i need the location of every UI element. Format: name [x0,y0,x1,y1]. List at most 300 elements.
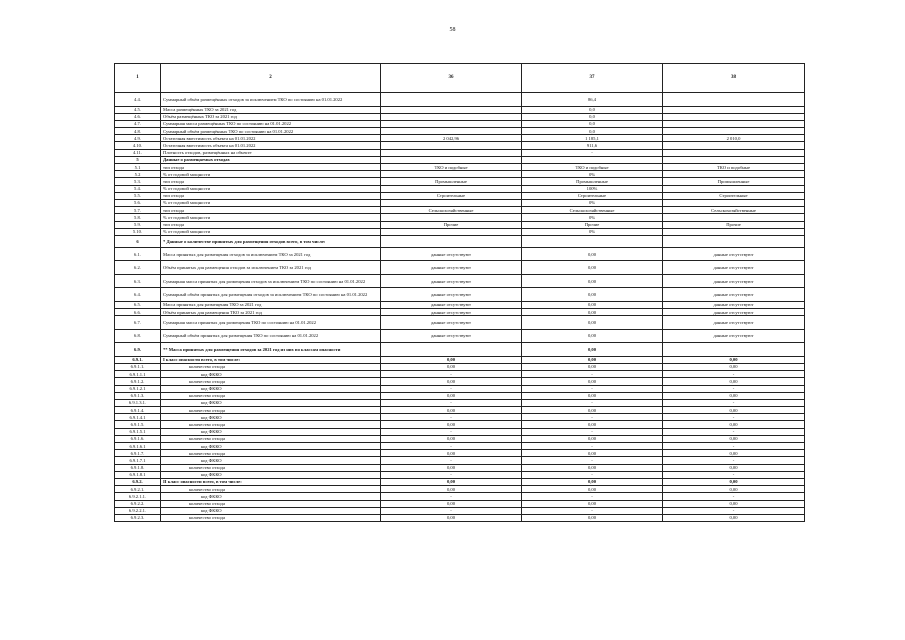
col37-value: 0,0 [522,106,663,113]
col38-value: - [663,493,805,500]
table-row [115,435,805,442]
row-number: 6.9.2.3. [115,514,161,521]
col37-value: 0,0 [522,128,663,135]
row-description: ** Масса принятых для размещения отходов за 2021 год из них по классам опасности [161,343,381,357]
row-number: 4.6. [115,113,161,120]
row-description: % от годовой мощности [161,214,381,221]
col37-value: 0,00 [522,514,663,521]
row-number: 6 [115,235,161,247]
col38-value: - [663,428,805,435]
row-number: 6.9.2.1.1. [115,493,161,500]
col38-value: 0,00 [663,407,805,414]
table-row [115,178,805,185]
table-row [115,309,805,316]
col36-value: данные отсутствуют [381,288,522,302]
table-row [115,371,805,378]
row-number: 6.9.1. [115,356,161,363]
col36-value: - [381,443,522,450]
col38-value: - [663,457,805,464]
col38-value: данные отсутствуют [663,301,805,308]
page-number: 58 [449,27,456,33]
col38-value: 0,00 [663,378,805,385]
col36-value [381,128,522,135]
row-number: 4.11. [115,149,161,156]
table-row [115,471,805,478]
row-description: количество отхода [161,421,381,428]
row-number: 5.10. [115,228,161,235]
row-description: код ФККО [161,371,381,378]
row-description: Масса принятых для размещения ТКО за 2021 год [161,301,381,308]
col36-value: 0,00 [381,500,522,507]
col36-value: - [381,493,522,500]
row-description: код ФККО [161,399,381,406]
table-row [115,421,805,428]
row-number: 4.8. [115,128,161,135]
col37-value: 0,00 [522,363,663,370]
table-row [115,214,805,221]
col36-value: - [381,507,522,514]
col38-value [663,199,805,206]
table-row [115,392,805,399]
col36-value: Сельскохозяйственные [381,207,522,214]
row-number: 6.9.1.7.1 [115,457,161,464]
row-description: тип отхода [161,221,381,228]
col36-value: Промышленные [381,178,522,185]
row-description: Масса размещённых ТКО за 2021 год [161,106,381,113]
row-description: количество отхода [161,450,381,457]
row-description: Суммарный объём принятых для размещения ТКО по состоянию на 01.01.2022 [161,329,381,343]
row-number: 6.6. [115,309,161,316]
col36-value: - [381,371,522,378]
col38-value: Строительные [663,192,805,199]
col38-value: Прочие [663,221,805,228]
row-description: количество отхода [161,464,381,471]
header-cell: 37 [522,64,663,93]
row-description: Суммарный объём размещённых отходов за исключением ТКО по состоянию на 01.01.2022 [161,93,381,107]
row-description: % от годовой мощности [161,171,381,178]
col36-value [381,120,522,127]
col37-value: - [522,414,663,421]
row-number: 4.9. [115,135,161,142]
col37-value: Строительные [522,192,663,199]
row-description: тип отхода [161,192,381,199]
table-row [115,428,805,435]
col38-value [663,171,805,178]
col37-value: - [522,399,663,406]
col37-value: 0% [522,171,663,178]
col37-value: - [522,385,663,392]
row-number: 6.5. [115,301,161,308]
table-row [115,514,805,521]
table-header-row [115,64,805,93]
col37-value: - [522,457,663,464]
row-number: 4.7. [115,120,161,127]
row-number: 6.9.1.6.1 [115,443,161,450]
row-description: II класс опасности всего, в том числе: [161,478,381,485]
col38-value: данные отсутствуют [663,274,805,288]
col36-value: данные отсутствуют [381,329,522,343]
col36-value: 0,00 [381,356,522,363]
col38-value: данные отсутствуют [663,316,805,330]
col37-value: 0,00 [522,464,663,471]
col38-value: 0,00 [663,392,805,399]
table-body [115,64,805,522]
table-row [115,486,805,493]
row-number: 6.9.1.2. [115,378,161,385]
table-row [115,274,805,288]
col36-value: - [381,414,522,421]
table-row [115,199,805,206]
row-number: 6.9.1.1. [115,363,161,370]
table-row [115,500,805,507]
row-description: * Данные о количестве принятых для размещения отходов всего, в том числе: [161,235,381,247]
row-number: 6.9.1.8.1 [115,471,161,478]
col36-value [381,171,522,178]
col36-value: данные отсутствуют [381,316,522,330]
col37-value: Сельскохозяйственные [522,207,663,214]
col36-value: 0,00 [381,421,522,428]
row-number: 6.4. [115,288,161,302]
row-description: Суммарная масса размещённых ТКО по состоянию на 01.01.2022 [161,120,381,127]
table-row [115,464,805,471]
col38-value [663,343,805,357]
col37-value: 0,00 [522,274,663,288]
col36-value [381,113,522,120]
col38-value: - [663,385,805,392]
row-number: 6.9.1.5.1 [115,428,161,435]
col37-value: 911,6 [522,142,663,149]
row-description: Масса принятых для размещения отходов за исключением ТКО за 2021 год [161,247,381,261]
row-description: тип отхода [161,164,381,171]
col36-value [381,199,522,206]
col36-value: данные отсутствуют [381,301,522,308]
col38-value [663,235,805,247]
row-description: Суммарная масса принятых для размещения отходов за исключением ТКО по состоянию на 01.01.2022 [161,274,381,288]
col38-value: 0,00 [663,356,805,363]
col37-value: 0,00 [522,301,663,308]
row-number: 5.4. [115,185,161,192]
col37-value: 0% [522,228,663,235]
table-row [115,407,805,414]
row-number: 6.9. [115,343,161,357]
table-row [115,399,805,406]
col38-value: 0,00 [663,435,805,442]
col36-value: - [381,428,522,435]
row-description: код ФККО [161,471,381,478]
row-description: I класс опасности всего, в том числе: [161,356,381,363]
row-number: 6.9.1.8. [115,464,161,471]
row-number: 5.3. [115,178,161,185]
row-description: Данные о размещаемых отходах [161,156,381,163]
row-number: 5.6. [115,199,161,206]
col36-value [381,228,522,235]
row-description: Объём принятых для размещения отходов за исключением ТКО за 2021 год [161,261,381,275]
col37-value: 0,0 [522,120,663,127]
col37-value: 0,00 [522,392,663,399]
col37-value: 0,00 [522,309,663,316]
col37-value: - [522,428,663,435]
col37-value: ТКО и подобные [522,164,663,171]
col38-value: - [663,414,805,421]
row-description: % от годовой мощности [161,228,381,235]
table-row [115,135,805,142]
col37-value: 0% [522,214,663,221]
row-description: код ФККО [161,428,381,435]
row-number: 6.9.1.7. [115,450,161,457]
row-description: код ФККО [161,443,381,450]
row-description: количество отхода [161,435,381,442]
col37-value: Промышленные [522,178,663,185]
row-number: 5.1 [115,164,161,171]
col37-value: - [522,493,663,500]
col37-value: 0,0 [522,113,663,120]
col38-value [663,93,805,107]
col37-value [522,156,663,163]
row-number: 4.10. [115,142,161,149]
col37-value: 0,00 [522,500,663,507]
col36-value: данные отсутствуют [381,309,522,316]
col38-value: 0,00 [663,514,805,521]
col36-value: - [381,399,522,406]
row-number: 5 [115,156,161,163]
row-description: код ФККО [161,385,381,392]
col37-value: - [522,471,663,478]
row-number: 6.2. [115,261,161,275]
row-description: Остаточная вместимость объекта на 01.01.2022 [161,135,381,142]
col38-value: 0,00 [663,363,805,370]
col37-value: 100% [522,185,663,192]
col37-value: 0,00 [522,486,663,493]
row-description: Объём размещённых ТКО за 2021 год [161,113,381,120]
col38-value: Сельскохозяйственные [663,207,805,214]
table-row [115,301,805,308]
table-row [115,221,805,228]
col38-value: - [663,399,805,406]
header-cell: 38 [663,64,805,93]
col37-value: 0,00 [522,288,663,302]
col38-value: 0,00 [663,478,805,485]
col36-value: данные отсутствуют [381,274,522,288]
col36-value: - [381,457,522,464]
row-number: 6.3. [115,274,161,288]
col37-value: - [522,507,663,514]
col38-value [663,214,805,221]
table-row [115,113,805,120]
col38-value: 0,00 [663,421,805,428]
table-row [115,414,805,421]
col38-value: данные отсутствуют [663,309,805,316]
header-cell: 36 [381,64,522,93]
row-number: 6.9.1.4. [115,407,161,414]
col37-value: 0,00 [522,356,663,363]
row-description: код ФККО [161,457,381,464]
col36-value [381,343,522,357]
table-row [115,164,805,171]
table-row [115,378,805,385]
table-row [115,261,805,275]
col38-value: - [663,443,805,450]
row-number: 5.2 [115,171,161,178]
col36-value [381,149,522,156]
col38-value: 0,00 [663,486,805,493]
col38-value [663,113,805,120]
table-row [115,450,805,457]
col36-value [381,235,522,247]
col36-value: Строительные [381,192,522,199]
col37-value: 0,00 [522,247,663,261]
col37-value: - [522,443,663,450]
table-row [115,247,805,261]
row-number: 6.9.1.1.1 [115,371,161,378]
row-number: 6.9.2.1. [115,486,161,493]
table-row [115,120,805,127]
row-description: % от годовой мощности [161,185,381,192]
row-number: 5.7. [115,207,161,214]
col38-value [663,228,805,235]
row-number: 6.9.1.4.1 [115,414,161,421]
col36-value: 0,00 [381,378,522,385]
row-description: количество отхода [161,407,381,414]
col36-value: Прочие [381,221,522,228]
col38-value [663,106,805,113]
col36-value: 2 042,96 [381,135,522,142]
col38-value: данные отсутствуют [663,288,805,302]
row-number: 6.7. [115,316,161,330]
row-description: код ФККО [161,414,381,421]
col36-value: 0,00 [381,450,522,457]
row-number: 6.9.2.2.1. [115,507,161,514]
col36-value: 0,00 [381,392,522,399]
header-cell: 2 [161,64,381,93]
row-number: 6.9.2. [115,478,161,485]
col37-value: 0,00 [522,478,663,485]
col37-value: 1 185,1 [522,135,663,142]
col37-value: 0,00 [522,343,663,357]
row-description: количество отхода [161,514,381,521]
table-row [115,93,805,107]
col37-value: 0% [522,199,663,206]
col38-value: данные отсутствуют [663,329,805,343]
row-description: Суммарная масса принятых для размещения ТКО по состоянию на 01.01.2022 [161,316,381,330]
col37-value: 0,00 [522,407,663,414]
table-row [115,149,805,156]
col36-value [381,142,522,149]
row-number: 4.5. [115,106,161,113]
row-description: Суммарный объём принятых для размещения отходов за исключением ТКО по состоянию на 01.01.2022 [161,288,381,302]
col38-value [663,149,805,156]
row-number: 5.9. [115,221,161,228]
table-row [115,363,805,370]
row-number: 6.8. [115,329,161,343]
col38-value [663,185,805,192]
col38-value: ТКО и подобные [663,164,805,171]
table-row [115,288,805,302]
row-number: 6.9.1.3. [115,392,161,399]
table-row [115,235,805,247]
row-number: 6.9.1.5. [115,421,161,428]
row-description: количество отхода [161,486,381,493]
col36-value: 0,00 [381,514,522,521]
row-description: код ФККО [161,507,381,514]
row-number: 6.9.1.2.1 [115,385,161,392]
col38-value: 0,00 [663,450,805,457]
col36-value [381,214,522,221]
table-row [115,493,805,500]
col37-value: 0,00 [522,316,663,330]
col36-value: данные отсутствуют [381,261,522,275]
col38-value: 0,00 [663,464,805,471]
row-description: количество отхода [161,392,381,399]
table-row [115,192,805,199]
col38-value: - [663,471,805,478]
table-row [115,207,805,214]
col36-value: 0,00 [381,464,522,471]
col37-value: 0,00 [522,435,663,442]
col38-value: 2 010,0 [663,135,805,142]
table-row [115,356,805,363]
table-row [115,316,805,330]
table-row [115,142,805,149]
col36-value: 0,00 [381,486,522,493]
table-row [115,457,805,464]
col37-value: 0,00 [522,378,663,385]
row-description: количество отхода [161,500,381,507]
table-row [115,343,805,357]
col36-value [381,93,522,107]
row-description: количество отхода [161,378,381,385]
table-row [115,171,805,178]
col36-value [381,185,522,192]
col38-value: данные отсутствуют [663,261,805,275]
row-number: 6.9.1.3.1. [115,399,161,406]
table-row [115,443,805,450]
row-description: тип отхода [161,178,381,185]
data-table [114,63,805,522]
table-row [115,106,805,113]
col37-value: - [522,149,663,156]
col36-value: данные отсутствуют [381,247,522,261]
table-row [115,228,805,235]
col36-value: - [381,385,522,392]
col36-value: 0,00 [381,478,522,485]
row-number: 4.4. [115,93,161,107]
table-row [115,478,805,485]
col36-value: ТКО и подобные [381,164,522,171]
col38-value: - [663,371,805,378]
row-number: 6.9.1.6. [115,435,161,442]
col37-value [522,235,663,247]
row-description: % от годовой мощности [161,199,381,206]
table-row [115,185,805,192]
row-description: количество отхода [161,363,381,370]
row-description: код ФККО [161,493,381,500]
col38-value: - [663,507,805,514]
col36-value: 0,00 [381,407,522,414]
col38-value [663,142,805,149]
col38-value: 0,00 [663,500,805,507]
col36-value [381,106,522,113]
col37-value: 0,00 [522,329,663,343]
col37-value: 0,00 [522,450,663,457]
col38-value [663,120,805,127]
col36-value: 0,00 [381,363,522,370]
col36-value [381,156,522,163]
col37-value: 86,4 [522,93,663,107]
row-description: тип отхода [161,207,381,214]
row-description: Плотность отходов, размещённых на объекте [161,149,381,156]
row-description: Суммарный объём размещённых ТКО по состоянию на 01.01.2022 [161,128,381,135]
table-row [115,128,805,135]
